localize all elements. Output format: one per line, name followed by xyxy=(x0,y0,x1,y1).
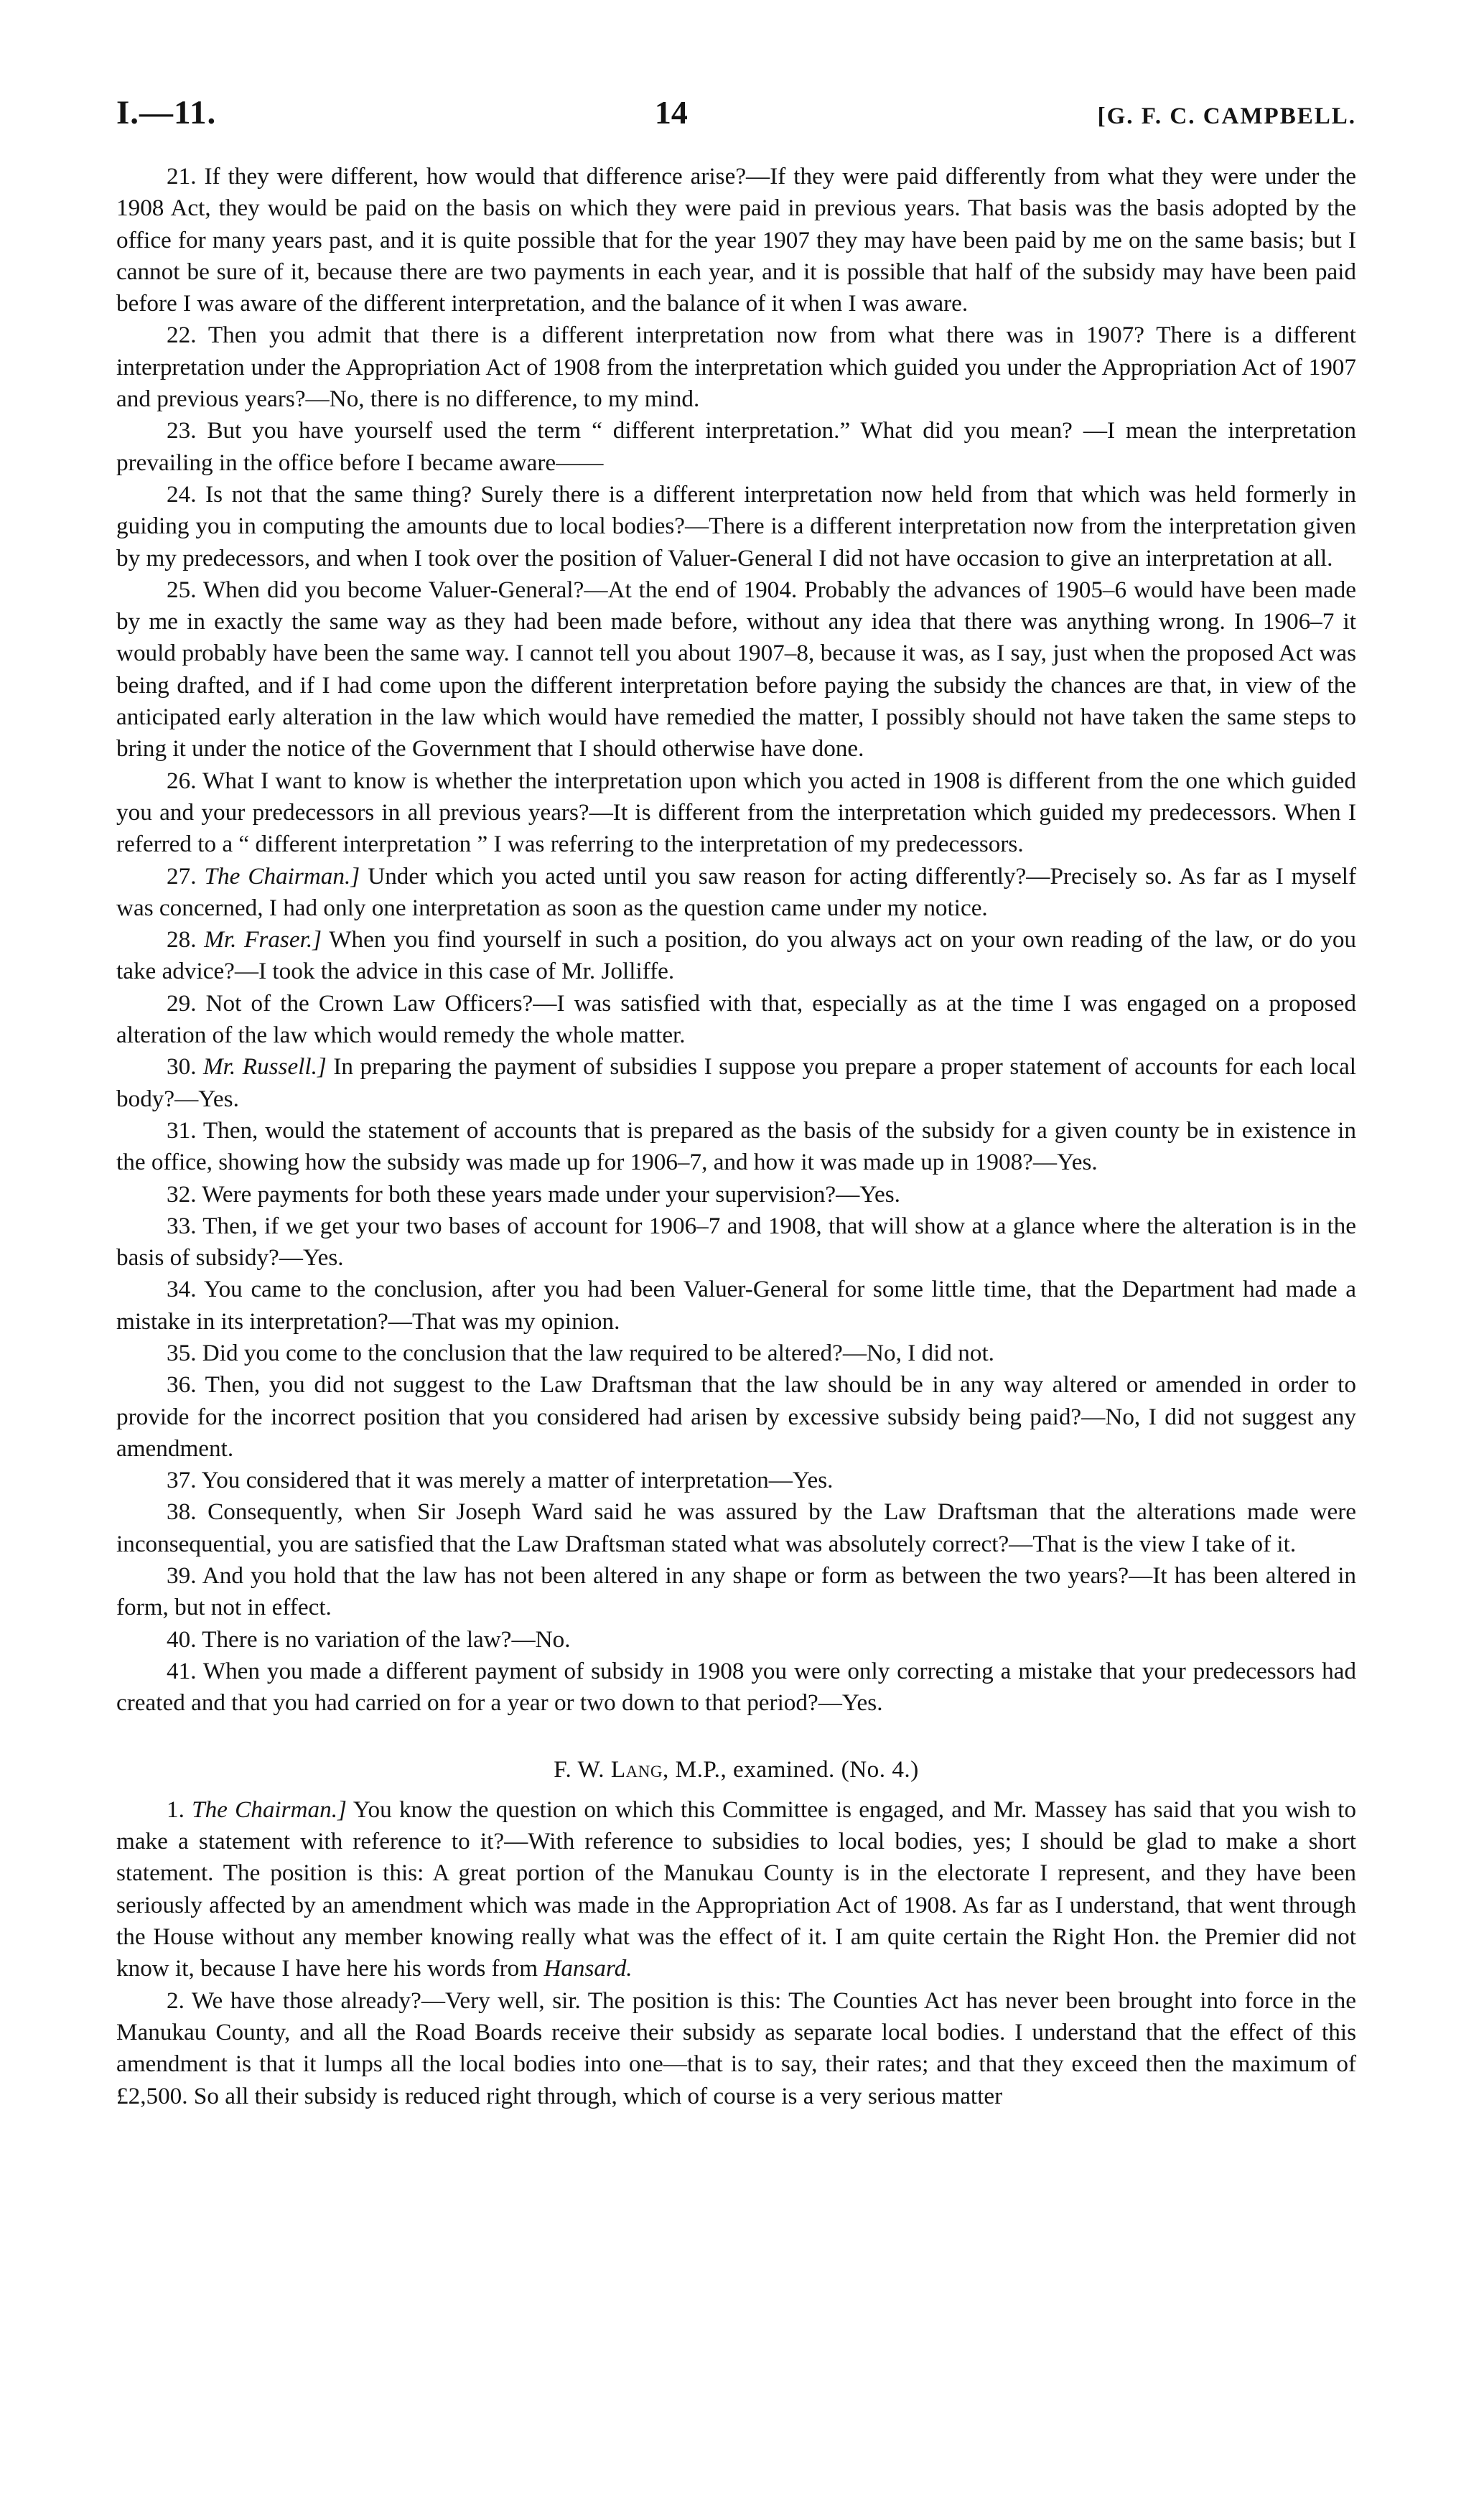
question-number: 1. xyxy=(167,1796,185,1823)
question-paragraph xyxy=(116,319,1356,415)
parliamentary-paper-ref: I.—11. xyxy=(116,94,217,131)
page-header xyxy=(116,93,1356,136)
question-number: 21. xyxy=(167,163,197,190)
question-paragraph xyxy=(116,1560,1356,1624)
paragraph-text: When did you become Valuer-General?—At the end of 1904. Probably the advances of 1905–6 would have been made by me in exactly the same way as they had been made before, without any idea that there was anything wrong. In 1906–7 it would probably have been the same way. I cannot tell you about 1907–8, because it was, as I say, just when the proposed Act was being drafted, and if I had come upon the different interpretation before paying the subsidy the chances are that, in view of the anticipated early alteration in the law which would have remedied the matter, I possibly should not have taken the same steps to bring it under the notice of the Government that I should otherwise have done. xyxy=(116,576,1356,762)
question-number: 24. xyxy=(167,480,197,508)
question-number: 23. xyxy=(167,417,197,444)
question-paragraph xyxy=(116,1369,1356,1465)
paragraph-text: Is not that the same thing? Surely there is a different interpretation now held from that which was held formerly in guiding you in computing the amounts due to local bodies?—There is a different interpretation now from the interpretation given by my predecessors, and when I took over the position of Valuer-General I did not have occasion to give an interpretation at all. xyxy=(116,480,1356,571)
speaker-label: The Chairman.] xyxy=(204,862,360,890)
question-number: 37. xyxy=(167,1467,197,1494)
question-paragraph xyxy=(116,574,1356,765)
paragraph-text: Consequently, when Sir Joseph Ward said he was assured by the Law Draftsman that the alterations made were inconsequential, you are satisfied that the Law Draftsman stated what was absolutely correct?—That is the view I take of it. xyxy=(116,1498,1357,1557)
question-number: 22. xyxy=(167,322,197,349)
question-paragraph xyxy=(116,1496,1356,1560)
paragraph-text: There is no variation of the law?—No. xyxy=(202,1625,571,1653)
italic-reference: Hansard. xyxy=(543,1955,633,1982)
paragraph-text: When you made a different payment of subsidy in 1908 you were only correcting a mistake that your predecessors had created and that you had carried on for a year or two down to that period?—Yes. xyxy=(116,1657,1356,1717)
question-number: 34. xyxy=(167,1276,197,1303)
speaker-label: Mr. Russell.] xyxy=(203,1053,327,1081)
paragraph-text: Then, if we get your two bases of account for 1906–7 and 1908, that will show at a glance where the alteration is in the basis of subsidy?—Yes. xyxy=(116,1212,1357,1272)
paragraph-text: In preparing the payment of subsidies I suppose you prepare a proper statement of accounts for each local body?—Yes. xyxy=(116,1053,1356,1112)
question-number: 36. xyxy=(167,1371,197,1399)
question-paragraph xyxy=(116,861,1356,925)
question-paragraph xyxy=(116,1179,1356,1210)
question-number: 33. xyxy=(167,1212,197,1239)
question-paragraph xyxy=(116,1115,1356,1179)
question-number: 38. xyxy=(167,1498,197,1526)
speaker-label: Mr. Fraser.] xyxy=(204,926,322,953)
evidence-part-1 xyxy=(116,161,1356,1720)
witness-surname: Lang xyxy=(610,1755,663,1783)
question-number: 28. xyxy=(167,926,197,953)
witness-heading-rest: , M.P., examined. (No. 4.) xyxy=(662,1755,919,1783)
paragraph-text: You considered that it was merely a matter of interpretation—Yes. xyxy=(201,1467,834,1494)
paragraph-text: Were payments for both these years made under your supervision?—Yes. xyxy=(202,1180,900,1208)
question-number: 39. xyxy=(167,1562,197,1590)
speaker-label: The Chairman.] xyxy=(192,1796,347,1823)
question-paragraph xyxy=(116,1051,1356,1115)
paragraph-text: Then, you did not suggest to the Law Draftsman that the law should be in any way altered or amended in order to provide for the incorrect position that you considered had arisen by excessive subsidy being paid?—No, I did not suggest any amendment. xyxy=(116,1371,1356,1462)
question-paragraph xyxy=(116,1656,1356,1720)
witness-name-header: [G. F. C. CAMPBELL. xyxy=(1097,103,1356,129)
paragraph-text: Then, would the statement of accounts that is prepared as the basis of the subsidy for a given county be in existence in the office, showing how the subsidy was made up for 1906–7, and how it was made up in 1908?—Yes. xyxy=(116,1116,1356,1176)
paragraph-text: We have those already?—Very well, sir. The position is this: The Counties Act has never been brought into force in the Manukau County, and all the Road Boards receive their subsidy as separate local bodies. I understand that the effect of this amendment is that it lumps all the local bodies into one—that is to say, their rates; and that they exceed then the maximum of £2,500. So all their subsidy is reduced right through, which of course is a very serious matter xyxy=(116,1987,1357,2109)
document-body xyxy=(116,161,1356,2112)
question-number: 32. xyxy=(167,1180,197,1208)
question-number: 25. xyxy=(167,576,197,603)
question-number: 27. xyxy=(167,862,197,890)
question-paragraph xyxy=(116,924,1356,988)
evidence-part-2 xyxy=(116,1794,1356,2112)
question-number: 29. xyxy=(167,989,197,1017)
witness-initials: F. W. xyxy=(554,1755,605,1783)
question-paragraph xyxy=(116,988,1356,1052)
paragraph-text: When you find yourself in such a position, do you always act on your own reading of the law, or do you take advice?—I took the advice in this case of Mr. Jolliffe. xyxy=(116,926,1357,985)
paragraph-text: Did you come to the conclusion that the law required to be altered?—No, I did not. xyxy=(202,1339,994,1366)
paragraph-text: Under which you acted until you saw reason for acting differently?—Precisely so. As far as I myself was concerned, I had only one interpretation as soon as the question came under my notice. xyxy=(116,862,1357,921)
question-paragraph xyxy=(116,479,1356,574)
question-paragraph xyxy=(116,1465,1356,1496)
question-number: 40. xyxy=(167,1625,197,1653)
section-heading xyxy=(116,1754,1356,1786)
paragraph-text: What I want to know is whether the interpretation upon which you acted in 1908 is different from the one which guided you and your predecessors in all previous years?—It is different from the interpretation which guided my predecessors. When I referred to a “ different interpretation ” I was referring to the interpretation of my predecessors. xyxy=(116,767,1356,858)
paragraph-text: If they were different, how would that difference arise?—If they were paid differently from what they were under the 1908 Act, they would be paid on the basis on which they were paid in previous years. That basis was the basis adopted by the office for many years past, and it is quite possible that for the year 1907 they may have been paid by me on the same basis; but I cannot be sure of it, because there are two payments in each year, and it is possible that half of the subsidy may have been paid before I was aware of the different interpretation, and the balance of it when I was aware. xyxy=(116,163,1357,317)
question-paragraph xyxy=(116,1985,1356,2112)
question-paragraph xyxy=(116,1210,1356,1274)
question-paragraph xyxy=(116,1274,1356,1338)
page-number: 14 xyxy=(654,94,688,131)
question-number: 26. xyxy=(167,767,197,794)
question-paragraph xyxy=(116,161,1356,319)
paragraph-text: But you have yourself used the term “ different interpretation.” What did you mean? —I mean the interpretation prevailing in the office before I became aware—— xyxy=(116,417,1356,476)
question-paragraph xyxy=(116,1794,1356,1985)
question-paragraph xyxy=(116,765,1356,861)
question-number: 41. xyxy=(167,1657,197,1684)
question-number: 31. xyxy=(167,1116,197,1144)
paragraph-text: You came to the conclusion, after you had been Valuer-General for some little time, that the Department had made a mistake in its interpretation?—That was my opinion. xyxy=(116,1276,1356,1335)
question-number: 2. xyxy=(167,1987,185,2014)
paragraph-text: And you hold that the law has not been altered in any shape or form as between the two years?—It has been altered in form, but not in effect. xyxy=(116,1562,1357,1621)
paragraph-text: Then you admit that there is a different interpretation now from what there was in 1907? There is a different interpretation under the Appropriation Act of 1908 from the interpretation which guided you under the Appropriation Act of 1907 and previous years?—No, there is no difference, to my mind. xyxy=(116,322,1356,413)
question-paragraph xyxy=(116,1624,1356,1656)
question-paragraph xyxy=(116,415,1356,479)
question-number: 35. xyxy=(167,1339,197,1366)
paragraph-text: You know the question on which this Committee is engaged, and Mr. Massey has said that you wish to make a statement with reference to it?—With reference to subsidies to local bodies, yes; I should be glad to make a short statement. The position is this: A great portion of the Manukau County is in the electorate I represent, and they have been seriously affected by an amendment which was made in the Appropriation Act of 1908. As far as I understand, that went through the House without any member knowing really what was the effect of it. I am quite certain the Right Hon. the Premier did not know it, because I have here his words from xyxy=(116,1796,1357,1982)
paragraph-text: Not of the Crown Law Officers?—I was satisfied with that, especially as at the time I was engaged on a proposed alteration of the law which would remedy the whole matter. xyxy=(116,989,1356,1049)
question-number: 30. xyxy=(167,1053,197,1081)
question-paragraph xyxy=(116,1338,1356,1369)
